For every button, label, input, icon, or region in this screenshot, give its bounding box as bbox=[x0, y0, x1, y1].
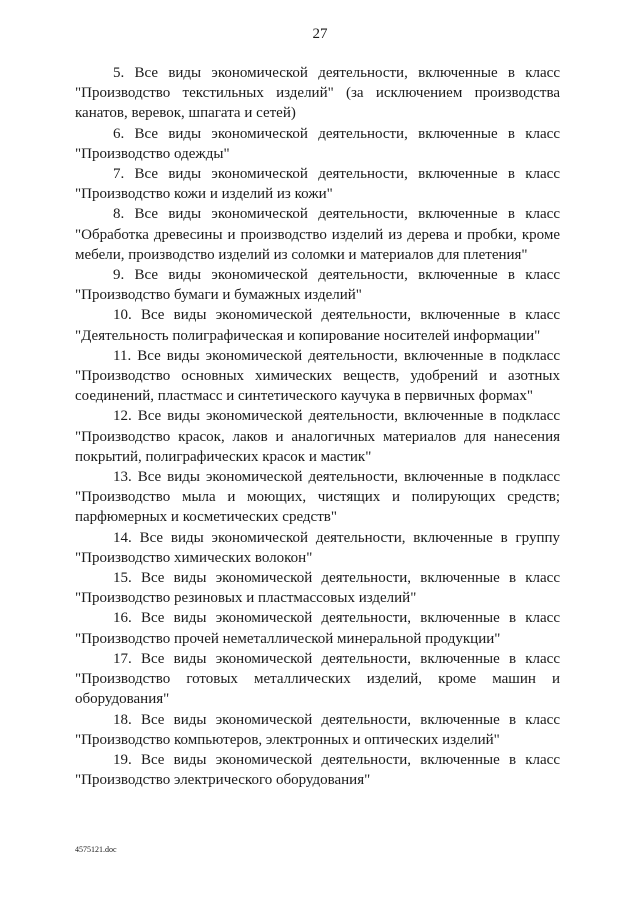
list-item-text-line: "Деятельность полиграфическая и копирование носителей информации" bbox=[75, 327, 541, 344]
list-item bbox=[75, 346, 560, 407]
list-item-heading-line: 18. Все виды экономической деятельности, включенные в класс bbox=[113, 711, 560, 728]
list-item-text-line: "Производство красок, лаков и аналогичных материалов для нанесения bbox=[75, 428, 560, 445]
list-item-text-line: парфюмерных и косметических средств" bbox=[75, 509, 337, 526]
list-item-text-line: "Производство основных химических веществ, удобрений и азотных bbox=[75, 368, 560, 385]
list-item-heading-line: 13. Все виды экономической деятельности, включенные в подкласс bbox=[113, 469, 560, 486]
document-footer-filename: 4575121.doc bbox=[75, 845, 117, 854]
list-item-heading-line: 17. Все виды экономической деятельности, включенные в класс bbox=[113, 650, 560, 667]
list-item bbox=[75, 265, 560, 305]
list-item-heading-line: 12. Все виды экономической деятельности, включенные в подкласс bbox=[113, 408, 560, 425]
list-item bbox=[75, 710, 560, 750]
list-item bbox=[75, 568, 560, 608]
list-item-heading-line: 8. Все виды экономической деятельности, включенные в класс bbox=[113, 206, 560, 223]
list-item-text-line: "Производство бумаги и бумажных изделий" bbox=[75, 287, 362, 304]
document-body bbox=[75, 63, 560, 790]
list-item-text-line: мебели, производство изделий из соломки и материалов для плетения" bbox=[75, 246, 528, 263]
list-item-heading-line: 9. Все виды экономической деятельности, включенные в класс bbox=[113, 267, 560, 284]
list-item-heading-line: 14. Все виды экономической деятельности, включенные в группу bbox=[113, 529, 560, 546]
list-item-heading-line: 6. Все виды экономической деятельности, включенные в класс bbox=[113, 125, 560, 142]
list-item-text-line: "Производство одежды" bbox=[75, 145, 230, 162]
list-item-heading-line: 19. Все виды экономической деятельности, включенные в класс bbox=[113, 751, 560, 768]
list-item-text-line: "Производство прочей неметаллической минеральной продукции" bbox=[75, 630, 501, 647]
list-item-text-line: "Производство компьютеров, электронных и оптических изделий" bbox=[75, 731, 500, 748]
list-item-text-line: "Производство готовых металлических изделий, кроме машин и bbox=[75, 671, 560, 688]
list-item-text-line: соединений, пластмасс и синтетического каучука в первичных формах" bbox=[75, 388, 533, 405]
list-item bbox=[75, 750, 560, 790]
list-item-heading-line: 7. Все виды экономической деятельности, включенные в класс bbox=[113, 166, 560, 183]
list-item-text-line: канатов, веревок, шпагата и сетей) bbox=[75, 105, 296, 122]
list-item-heading-line: 5. Все виды экономической деятельности, включенные в класс bbox=[113, 65, 560, 81]
list-item-text-line: "Производство резиновых и пластмассовых изделий" bbox=[75, 590, 417, 607]
list-item bbox=[75, 528, 560, 568]
list-item-heading-line: 10. Все виды экономической деятельности, включенные в класс bbox=[113, 307, 560, 324]
list-item bbox=[75, 63, 560, 124]
list-item bbox=[75, 467, 560, 528]
list-item-heading-line: 16. Все виды экономической деятельности, включенные в класс bbox=[113, 610, 560, 627]
list-item bbox=[75, 406, 560, 467]
list-item-text-line: "Производство текстильных изделий" (за исключением производства bbox=[75, 85, 560, 102]
list-item bbox=[75, 649, 560, 710]
list-item-text-line: "Производство химических волокон" bbox=[75, 549, 313, 566]
list-item bbox=[75, 124, 560, 164]
list-item bbox=[75, 608, 560, 648]
page-number: 27 bbox=[312, 26, 328, 42]
list-item-heading-line: 11. Все виды экономической деятельности, включенные в подкласс bbox=[113, 347, 560, 364]
list-item bbox=[75, 164, 560, 204]
list-item-text-line: "Производство электрического оборудования" bbox=[75, 772, 371, 789]
list-item bbox=[75, 204, 560, 265]
list-item-text-line: оборудования" bbox=[75, 691, 170, 708]
list-item bbox=[75, 305, 560, 345]
list-item-text-line: покрытий, полиграфических красок и мастик" bbox=[75, 448, 372, 465]
list-item-heading-line: 15. Все виды экономической деятельности, включенные в класс bbox=[113, 570, 560, 587]
list-item-text-line: "Производство мыла и моющих, чистящих и полирующих средств; bbox=[75, 489, 560, 506]
list-item-text-line: "Производство кожи и изделий из кожи" bbox=[75, 186, 333, 203]
list-item-text-line: "Обработка древесины и производство изделий из дерева и пробки, кроме bbox=[75, 226, 560, 243]
